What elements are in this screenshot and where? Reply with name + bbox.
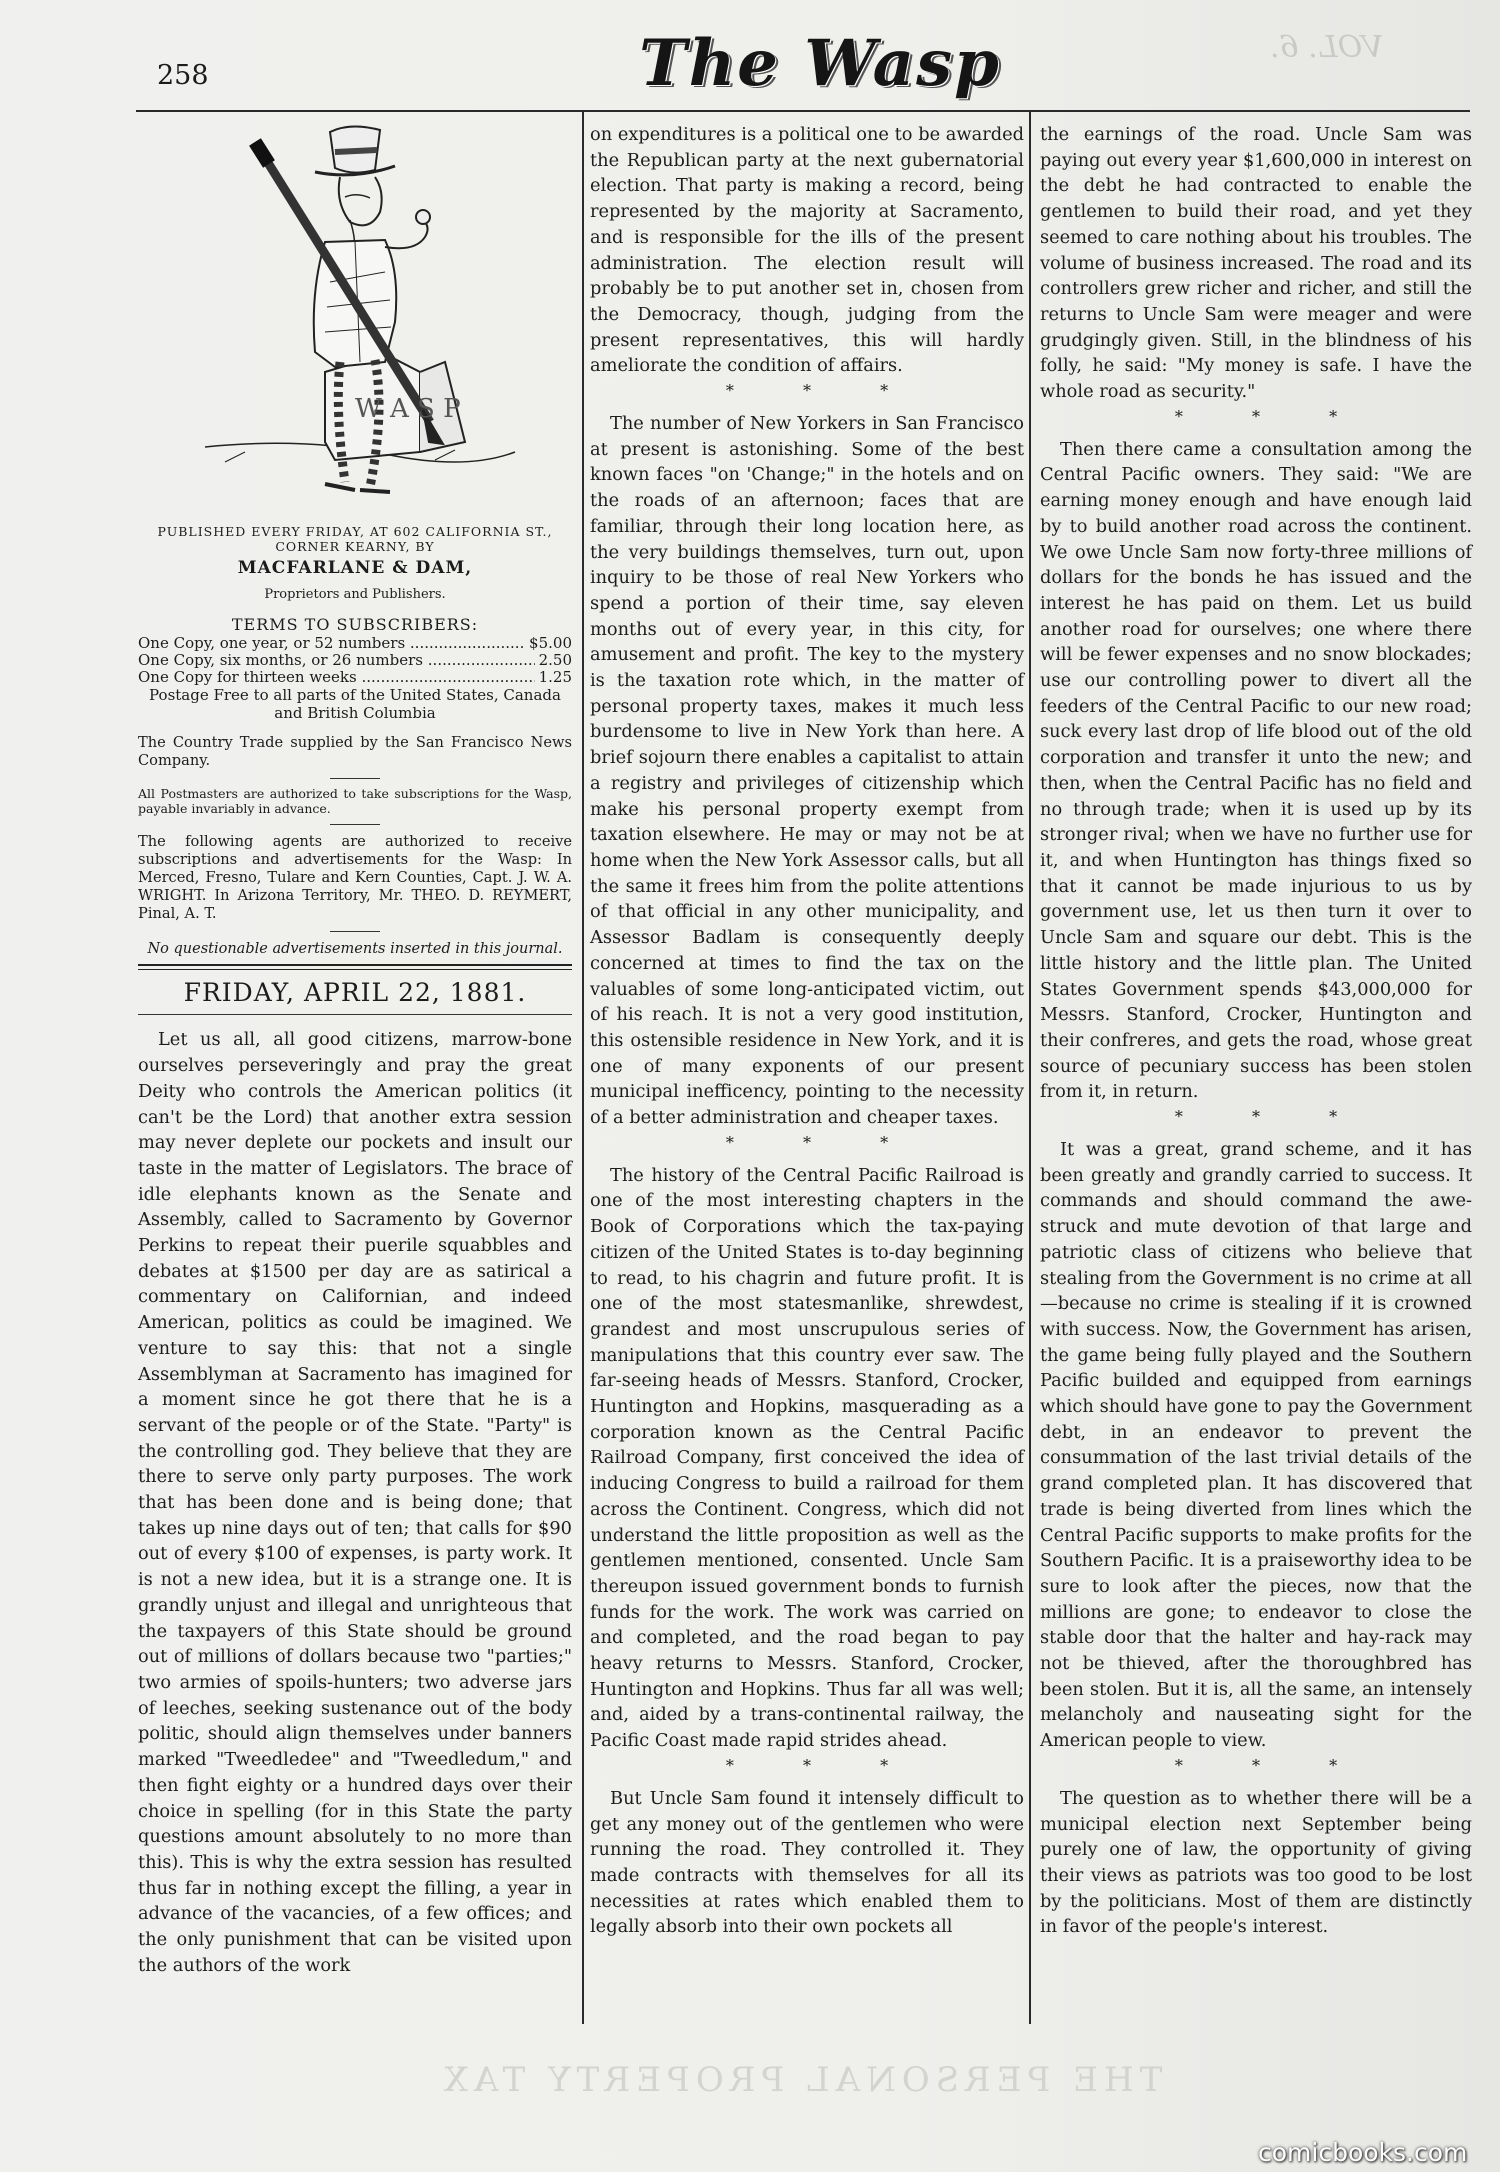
article-paragraph: The question as to whether there will be a municipal election next September being purely one of law, the opportunity of giving their views as patriots was too good to be lost by the politicians. Most of them are distinctly in favor of the people's interest. — [1040, 1787, 1472, 1938]
terms-row: One Copy, six months, or 26 numbers ..... 2.50 — [138, 652, 572, 669]
terms-row: One Copy for thirteen weeks ..... 1.25 — [138, 669, 572, 686]
header-rule — [136, 110, 1470, 112]
bleed-through-text: THE PERSONAL PROPERTY TAX — [437, 2060, 1163, 2100]
agents-note: The following agents are authorized to receive subscriptions and advertisements for the Wasp: In Merced, Fresno, Tulare and Kern Counties, Capt. J. W. A. WRIGHT. In Arizona Territory, Mr. THEO. D. REYMERT, Pinal, A. T. — [138, 833, 572, 923]
section-separator: * * * — [725, 381, 889, 401]
section-separator: * * * — [725, 1755, 889, 1775]
column-divider — [1029, 112, 1031, 2024]
article-paragraph: It was a great, grand scheme, and it has been greatly and grandly carried to success. It commands and should command the awe-struck and mute devotion of that large and patriotic class of citizens who believe that stealing from the Government is no crime at all—because no crime is stealing if it is crowned with success. Now, the Government has arisen, the game being fully played and the Southern Pacific builded and equipped from earnings which should have gone to pay the Government debt, in an endeavor to prevent the consummation of the last trivial details of the grand completed plan. It has discovered that trade is being diverted from lines which the Central Pacific supports to make profits for the Southern Pacific. It is a praiseworthy idea to be sure to look after the pieces, now that the millions are gone; to endeavor to close the stable door that the halter and hay-rack may not be thieved, after the thoroughbred has been stolen. But it is, all the same, an intensely melancholy and nauseating sight for the American people to view. — [1040, 1139, 1472, 1752]
postage-note: Postage Free to all parts of the United States, Canada and British Columbia — [149, 686, 561, 723]
article-paragraph: But Uncle Sam found it intensely difficult to get any money out of the gentlemen who were running the road. They controlled it. They made contracts with themselves for all its necessities at rates which enabled them to legally absorb into their own pockets all — [590, 1787, 1024, 1938]
section-separator: * * * — [1174, 1107, 1338, 1127]
article-paragraph: Then there came a consultation among the Central Pacific owners. They said: "We are earning money enough and have enough laid by to build another road across the continent. We owe Uncle Sam now forty-three millions of dollars for the bonds he has issued and the interest he has paid on them. Let us build another road for ourselves; one where there will be fewer expenses and no snow blockades; use our controlling power to divert all the feeders of the Central Pacific to our new road; suck every last drop of life blood out of the old corporation and transfer it unto the new; and then, when the Central Pacific has no field and no through trade; when it is used up by its stronger rival; when we have no further use for it, and when Huntington has things fixed so that it cannot be made injurious to us by government use, let us then turn it over to Uncle Sam and square our debt. This is the little history and the little plan. The United States Government spends $43,000,000 for Messrs. Stanford, Crocker, Huntington and their confreres, and gets the road, whose great source of pecuniary success has been stolen from it, in return. — [1040, 438, 1472, 1103]
column-left — [138, 122, 572, 1978]
divider — [330, 824, 380, 825]
source-watermark: comicbooks.com — [1258, 2138, 1468, 2167]
column-middle — [590, 122, 1024, 1940]
publication-address: PUBLISHED EVERY FRIDAY, AT 602 CALIFORNIA ST., — [157, 524, 553, 539]
article-paragraph: The history of the Central Pacific Railroad is one of the most interesting chapters in the Book of Corporations which the tax-paying citizen of the United States is to-day beginning to read, to his chagrin and future profit. It is one of the most statesmanlike, shrewdest, grandest and most unscrupulous series of manipulations that this country ever saw. The far-seeing heads of Messrs. Stanford, Crocker, Huntington and Hopkins, masquerading as a corporation known as the Central Pacific Railroad Company, first conceived the idea of inducing Congress to build a railroad for them across the Continent. Congress, which did not understand the little proposition as well as the gentlemen mentioned, consented. Uncle Sam thereupon issued government bonds to furnish funds for the work. The work was carried on and completed, and the road began to pay heavy returns to Messrs. Stanford, Crocker, Huntington and Hopkins. Thus far all was well; and, aided by a trans-continental railway, the Pacific Coast made rapid strides ahead. — [590, 1164, 1024, 1752]
section-separator: * * * — [725, 1132, 889, 1152]
masthead-title: The Wasp — [639, 26, 1001, 101]
column-divider — [582, 112, 584, 2024]
postmasters-note: All Postmasters are authorized to take subscriptions for the Wasp, payable invariably in advance. — [138, 786, 572, 816]
double-rule — [138, 964, 572, 970]
country-trade-note: The Country Trade supplied by the San Francisco News Company. — [138, 734, 572, 770]
bleed-through-text: VOL. 6. — [1270, 30, 1384, 65]
article-paragraph: on expenditures is a political one to be awarded the Republican party at the next gubernatorial election. That party is making a record, being represented by the majority at Sacramento, and is responsible for the ills of the present administration. The election result will probably be to put another set in, chosen from the Democracy, though, judging from the present representatives, this will hardly ameliorate the condition of affairs. — [590, 124, 1024, 377]
terms-heading: TERMS TO SUBSCRIBERS: — [231, 615, 479, 635]
terms-row: One Copy, one year, or 52 numbers ..... $5.00 — [138, 635, 572, 652]
article-paragraph: The number of New Yorkers in San Francisco at present is astonishing. Some of the best known faces "on 'Change;" in the hotels and on the roads of an afternoon; faces that are familiar, through their long location here, as the very buildings themselves, turn out, upon inquiry to be those of real New Yorkers who spend a portion of their time, say eleven months out of every year, in this city, for amusement and profit. The key to the mystery is the taxation rote which, in the matter of personal property taxes, makes it much less burdensome to live in New York than here. A brief sojourn there enables a capitalist to attain a registry and privileges of citizenship which make his personal property exempt from taxation elsewhere. He may or may not be at home when the New York Assessor calls, but all the same it frees him from the polite attentions of that official in any other municipality, and Assessor Badlam is consequently deeply concerned at times to find the tax on the valuables of some long-anticipated victim, out of his reach. It is not a very good institution, this ostensible residence in New York, and it is one of many exponents of our present municipal inefficency, pointing to the necessity of a better administration and cheaper taxes. — [590, 413, 1024, 1129]
uncle-sam-pen-drawing — [185, 122, 525, 512]
page-number: 258 — [157, 60, 209, 91]
no-ads-note: No questionable advertisements inserted in this journal. — [147, 941, 563, 958]
dateline-rule — [138, 1014, 572, 1015]
shield-letters: W A S P — [355, 394, 461, 424]
divider — [330, 778, 380, 779]
article-paragraph: Let us all, all good citizens, marrow-bone ourselves perseveringly and pray the great Deity who controls the American politics (it can't be the Lord) that another extra session may never deplete our pockets and insult our taste in the matter of Legislators. The brace of idle elephants known as the Senate and Assembly, called to Sacramento by Governor Perkins to repeat their puerile squabbles and debates at $1500 per day are as satirical a commentary on Californian, and indeed American, politics as could be imagined. We venture to say this: that not a single Assemblyman at Sacramento has imagined for a moment since he got there that he is a servant of the people or of the State. "Party" is the controlling god. They believe that they are there to serve only party purposes. The work that has been done and is being done; that takes up nine days out of ten; that calls for $90 out of every $100 of expenses, is party work. It is not a new idea, but it is a strange one. It is grandly unjust and illegal and unrighteous that the taxpayers of this State should be ground out of millions of dollars because two "parties;" two armies of spoils-hunters; two adverse jars of leeches, seeking sustenance out of the body politic, should align themselves under banners marked "Tweedledee" and "Tweedledum," and then fight eighty or a hundred days over their choice in spelling (for in this State the party questions amount absolutely to no more than this). This is why the extra session has resulted thus far in nothing except the filling, a year in advance of the vacancies, of a few offices; and the only punishment that can be visited upon the authors of the work — [138, 1029, 572, 1976]
publication-corner: CORNER KEARNY, BY — [275, 539, 435, 554]
article-paragraph: the earnings of the road. Uncle Sam was paying out every year $1,600,000 in interest on the debt he had contracted to enable the gentlemen to build their road, and yet they seemed to care nothing about his troubles. The volume of business increased. The road and its controllers grew richer and richer, and still the returns to Uncle Sam were meager and were grudgingly given. Still, in the blindness of his folly, he said: "My money is safe. I have the whole road as security." — [1040, 124, 1472, 403]
publisher-name: MACFARLANE & DAM, — [237, 558, 473, 578]
publisher-role: Proprietors and Publishers. — [264, 586, 446, 602]
section-separator: * * * — [1174, 1755, 1338, 1775]
section-separator: * * * — [1174, 406, 1338, 426]
issue-dateline: FRIDAY, APRIL 22, 1881. — [183, 978, 527, 1008]
divider — [330, 931, 380, 932]
column-right — [1040, 122, 1472, 1940]
uncle-sam-illustration — [185, 122, 525, 512]
